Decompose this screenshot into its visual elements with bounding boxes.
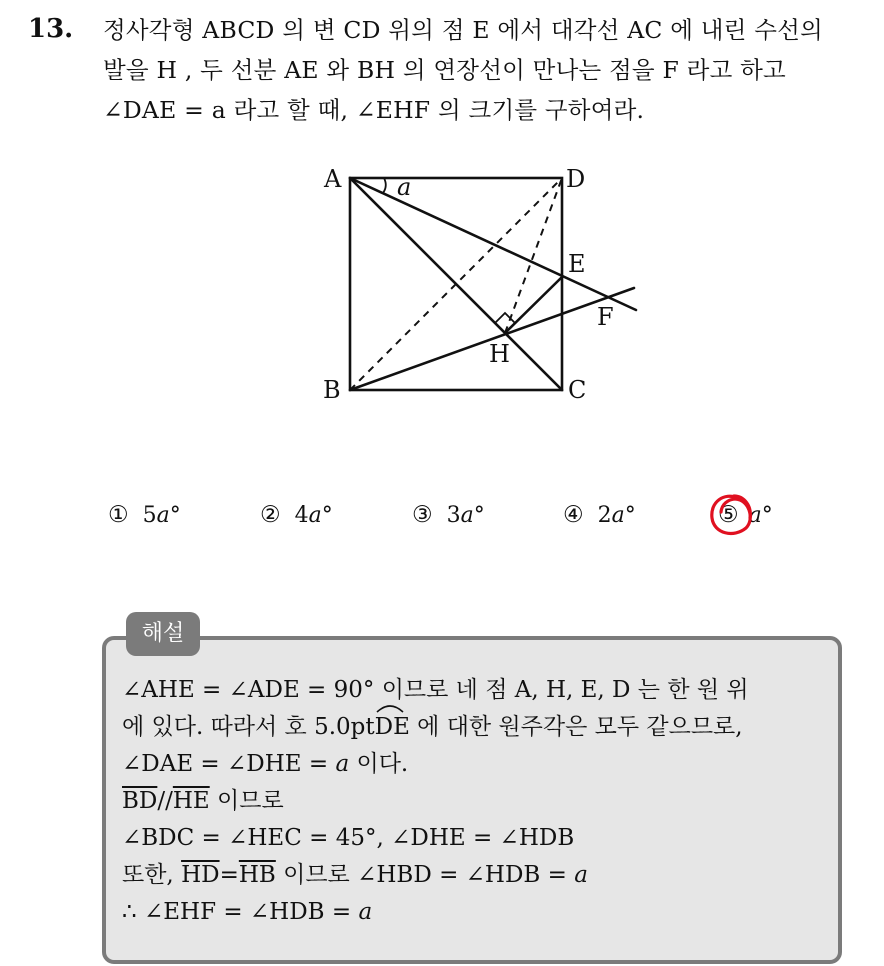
line-bf [350, 288, 634, 390]
choice-unit: ° [761, 503, 773, 528]
choice-unit: ° [169, 503, 181, 528]
choice-4[interactable] [563, 502, 636, 528]
parallel-symbol: // [157, 788, 173, 814]
choice-unit: ° [473, 503, 485, 528]
label-h: H [489, 340, 510, 368]
solution-line [122, 857, 842, 894]
text-fragment: 이다. [349, 751, 409, 777]
angle-arc [383, 178, 386, 193]
text-fragment: ∴ ∠EHF = ∠HDB = [122, 899, 359, 925]
solution-line [122, 783, 842, 820]
variable: a [335, 751, 350, 777]
choice-coef: 2 [597, 503, 612, 528]
choice-1[interactable] [108, 502, 181, 528]
choice-number: ② [260, 502, 281, 528]
text-fragment: 에 대한 원주각은 모두 같으므로, [409, 714, 743, 740]
choice-number: ① [108, 502, 129, 528]
answer-circle-mark [704, 490, 756, 542]
choice-number: ⑤ [718, 502, 739, 528]
label-d: D [566, 165, 586, 193]
question-line: ∠DAE = a 라고 할 때, ∠EHF 의 크기를 구하여라. [103, 96, 645, 124]
segment-hb: $\overline{HB}$ [238, 862, 276, 888]
text-fragment: 에 있다. 따라서 호 5.0pt [122, 714, 375, 740]
label-angle-a: a [397, 173, 412, 201]
segment-hd: $\overline{HD}$ [181, 862, 220, 888]
equals-symbol: = [219, 862, 239, 888]
text-fragment: ∠DAE = ∠DHE = [122, 751, 336, 777]
solution-text [122, 672, 842, 931]
line-af [350, 178, 636, 310]
segment-bd: $\overline{BD}$ [122, 788, 158, 814]
choice-2[interactable] [260, 502, 333, 528]
solution-line [122, 746, 842, 783]
variable: a [358, 899, 373, 925]
choice-var: a [156, 503, 170, 528]
arc-label: DE [374, 714, 410, 740]
choice-var: a [611, 503, 625, 528]
choice-var: a [308, 503, 322, 528]
choice-number: ④ [563, 502, 584, 528]
question-line: 발을 H , 두 선분 AE 와 BH 의 연장선이 만나는 점을 F 라고 하고 [103, 56, 786, 84]
solution-tab: 해설 [126, 612, 200, 656]
question-text [103, 10, 873, 130]
solution-line [122, 709, 842, 746]
question-number: 13. [28, 14, 74, 44]
arc-mark [375, 703, 405, 713]
solution-line: ∠AHE = ∠ADE = 90° 이므로 네 점 A, H, E, D 는 한 원 위 [122, 677, 749, 703]
solution-line: ∠BDC = ∠HEC = 45°, ∠DHE = ∠HDB [122, 825, 575, 851]
label-b: B [323, 376, 341, 404]
choice-var: a [460, 503, 474, 528]
text-fragment: 이므로 [209, 788, 284, 814]
choice-var: a [748, 503, 762, 528]
choice-coef: 4 [294, 503, 309, 528]
question-line: 정사각형 ABCD 의 변 CD 위의 점 E 에서 대각선 AC 에 내린 수선의 [103, 16, 823, 44]
text-fragment: 이므로 ∠HBD = ∠HDB = [275, 862, 575, 888]
segment-he: $\overline{HE}$ [172, 788, 210, 814]
choice-unit: ° [321, 503, 333, 528]
solution-line [122, 894, 842, 931]
label-e: E [568, 250, 586, 278]
choice-unit: ° [624, 503, 636, 528]
choice-number: ③ [412, 502, 433, 528]
dashed-hd [505, 178, 562, 333]
label-f: F [597, 303, 614, 331]
label-a: A [324, 165, 342, 193]
label-c: C [568, 376, 587, 404]
choice-coef: 3 [446, 503, 461, 528]
answer-choices [0, 496, 884, 540]
choice-coef: 5 [142, 503, 157, 528]
geometry-figure [300, 150, 660, 420]
choice-3[interactable] [412, 502, 485, 528]
variable: a [574, 862, 588, 888]
text-fragment: 또한, [122, 862, 182, 888]
arc-de [375, 709, 410, 746]
